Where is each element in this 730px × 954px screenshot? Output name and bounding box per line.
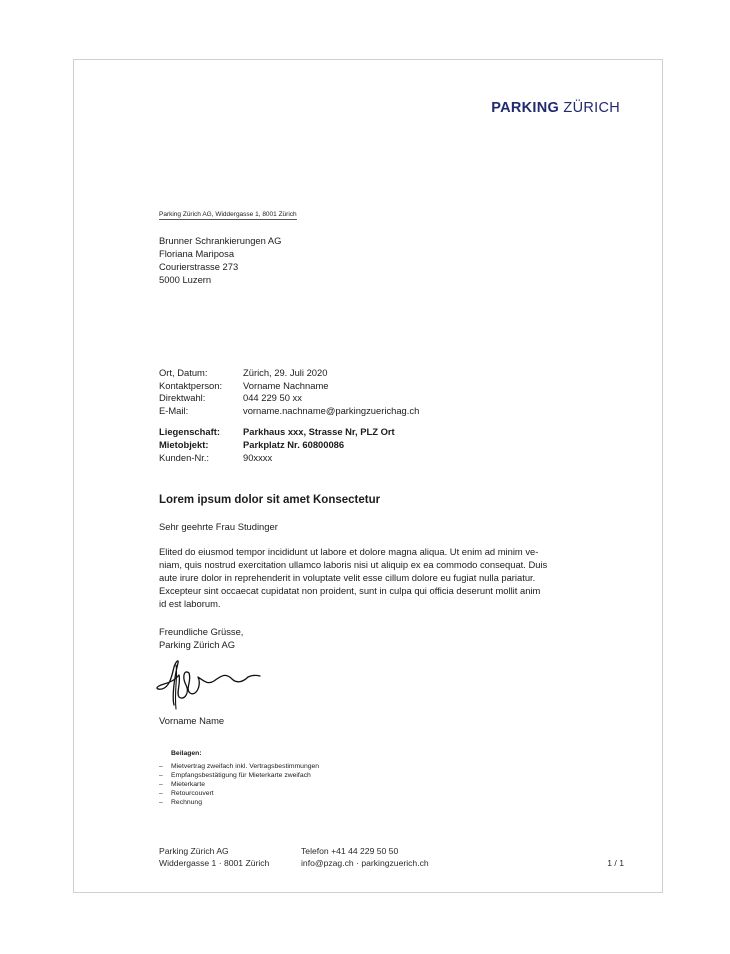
meta-row: Liegenschaft: Parkhaus xxx, Strasse Nr, PLZ Ort [159, 426, 395, 438]
letter-date: Zürich, 29. Juli 2020 [243, 367, 328, 378]
letter-body: Elited do eiusmod tempor incididunt ut labore et dolore magna aliqua. Ut enim ad minim ve- niam, quis nostrud exercitation ullamco laboris nisi ut aliquip ex ea commodo consequat. Duis aute irure dolor in reprehenderit in voluptate velit esse cillum dolore eu fugiat nulla pariatur. Excepteur sint occaecat cupidatat non proident, sunt in culpa qui officia deserunt mollit anim id est laborum. [159, 546, 548, 609]
recipient-person: Floriana Mariposa [159, 248, 235, 259]
recipient-street: Courierstrasse 273 [159, 261, 239, 272]
footer-contact: info@pzag.ch · parkingzuerich.ch [301, 857, 429, 868]
footer-address: Widdergasse 1 · 8001 Zürich [159, 857, 270, 868]
meta-row: Direktwahl: 044 229 50 xx [159, 392, 302, 404]
closing: Freundliche Grüsse, Parking Zürich AG [159, 626, 244, 650]
page-number: 1 / 1 [607, 858, 624, 868]
list-item: – Rechnung [159, 798, 202, 806]
letter-meta [159, 367, 419, 464]
meta-row: Kontaktperson: Vorname Nachname [159, 379, 329, 391]
signature-image [152, 657, 264, 713]
recipient-city: 5000 Luzern [159, 274, 212, 285]
list-item: – Empfangsbestätigung für Mieterkarte zweifach [159, 771, 311, 779]
letter-page [73, 59, 663, 893]
letter-subject: Lorem ipsum dolor sit amet Konsectetur [159, 494, 381, 506]
list-item: – Retourcouvert [159, 789, 214, 797]
list-item: – Mietvertrag zweifach inkl. Vertragsbestimmungen [159, 762, 320, 770]
meta-row: E-Mail: vorname.nachname@parkingzuerichag.ch [159, 404, 420, 416]
contact-email: vorname.nachname@parkingzuerichag.ch [243, 404, 420, 416]
meta-row: Ort, Datum: Zürich, 29. Juli 2020 [159, 367, 328, 378]
recipient-company: Brunner Schrankierungen AG [159, 235, 282, 246]
meta-row: Kunden-Nr.: 90xxxx [159, 451, 273, 463]
footer-phone: Telefon +41 44 229 50 50 [301, 846, 399, 856]
salutation: Sehr geehrte Frau Studinger [159, 521, 278, 532]
attachments [159, 750, 319, 807]
recipient-address [159, 234, 281, 286]
list-item: – Mieterkarte [159, 780, 205, 788]
meta-row: Mietobjekt: Parkplatz Nr. 60800086 [159, 438, 345, 450]
company-logo: PARKING ZÜRICH [491, 100, 620, 116]
sender-line: Parking Zürich AG, Widdergasse 1, 8001 Zürich [159, 211, 297, 218]
signatory-name: Vorname Name [159, 715, 225, 726]
footer-company: Parking Zürich AG [159, 846, 229, 856]
attachments-title: Beilagen: [171, 750, 202, 757]
